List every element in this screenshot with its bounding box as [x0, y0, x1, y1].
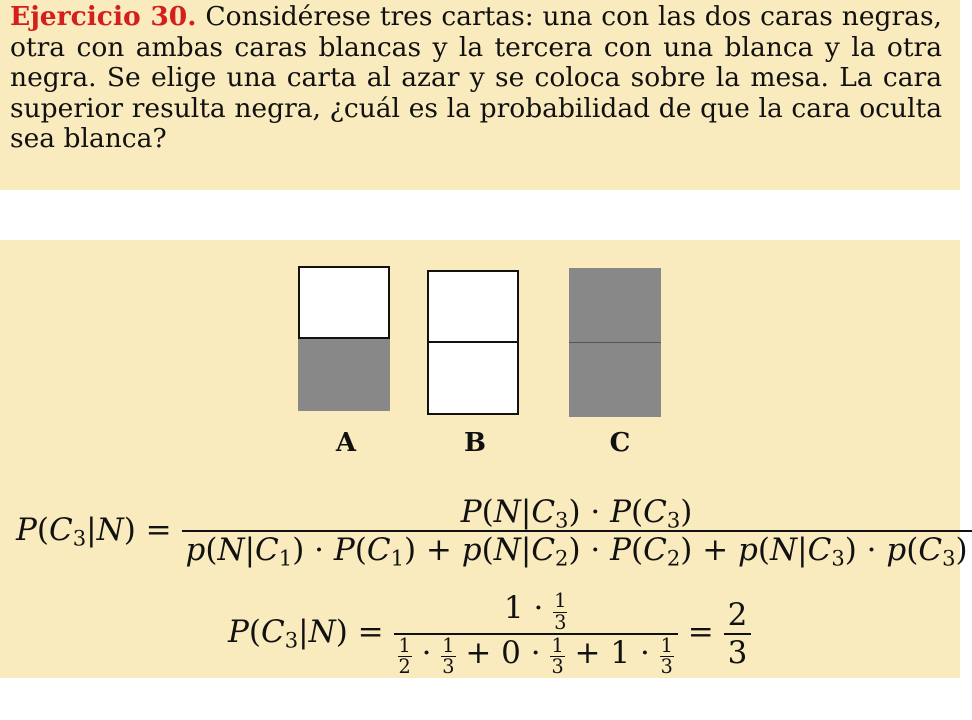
- formula2-numerator: 1 · $\frac{1}{3}$: [503, 589, 567, 634]
- exercise-statement: [10, 2, 942, 155]
- card-b-bottom-face: [427, 341, 519, 415]
- card-b-top-face: [427, 270, 519, 344]
- solution-box: [0, 240, 968, 679]
- formula2-denominator: $\frac{1}{2}$ · $\frac{1}{3}$ + 0 · $\frac{1}{3}$ + 1 · $\frac{1}{3}$: [394, 633, 678, 678]
- statement-box: [0, 0, 960, 190]
- formula1-numerator: $P(N|C_3) \cdot P(C_3)$: [460, 494, 693, 533]
- card-c: [569, 268, 661, 417]
- formula2-result: = $\frac{2}{3}$: [688, 614, 752, 650]
- card-c-top-face: [569, 268, 661, 342]
- card-a-label: A: [335, 428, 357, 458]
- formula1-denominator: $p(N|C_1) \cdot P(C_1) + p(N|C_2) \cdot P(C_2) + p(N|C_3) \cdot p(C_3)$: [182, 530, 972, 568]
- card-c-label: C: [609, 428, 631, 458]
- exercise-label: Ejercicio 30.: [10, 1, 197, 32]
- card-a-bottom-face: [298, 339, 390, 411]
- card-a-top-face: [298, 266, 390, 339]
- card-b: [427, 270, 519, 415]
- exercise-text: Considérese tres cartas: una con las dos caras negras, otra con ambas caras blancas y la tercera con una blanca y la otra negra. Se elige una carta al azar y se coloca sobre la mesa. La cara superior resulta negra, ¿cuál es la probabilidad de que la cara oculta sea blanca?: [10, 1, 942, 154]
- card-b-label: B: [464, 428, 486, 458]
- card-c-bottom-face: [569, 342, 661, 417]
- card-a: [298, 266, 390, 416]
- bayes-formula-general: $P(C_3|N)$ = $\frac{P(N|C_3) \cdot P(C_3)}{p(N|C_1) \cdot P(C_1) + p(N|C_2) \cdot P(C_2) + p(N|C_3) \cdot p(C_3)}$: [16, 494, 972, 568]
- bayes-formula-numeric: $P(C_3|N)$ = 1 · $\frac{1}{3}$ $\frac{1}{2}$ · $\frac{1}{3}$ + 0 · $\frac{1}{3}$ + 1 · $\frac{1}{3}$ = $\frac{2}{3}$: [228, 590, 751, 678]
